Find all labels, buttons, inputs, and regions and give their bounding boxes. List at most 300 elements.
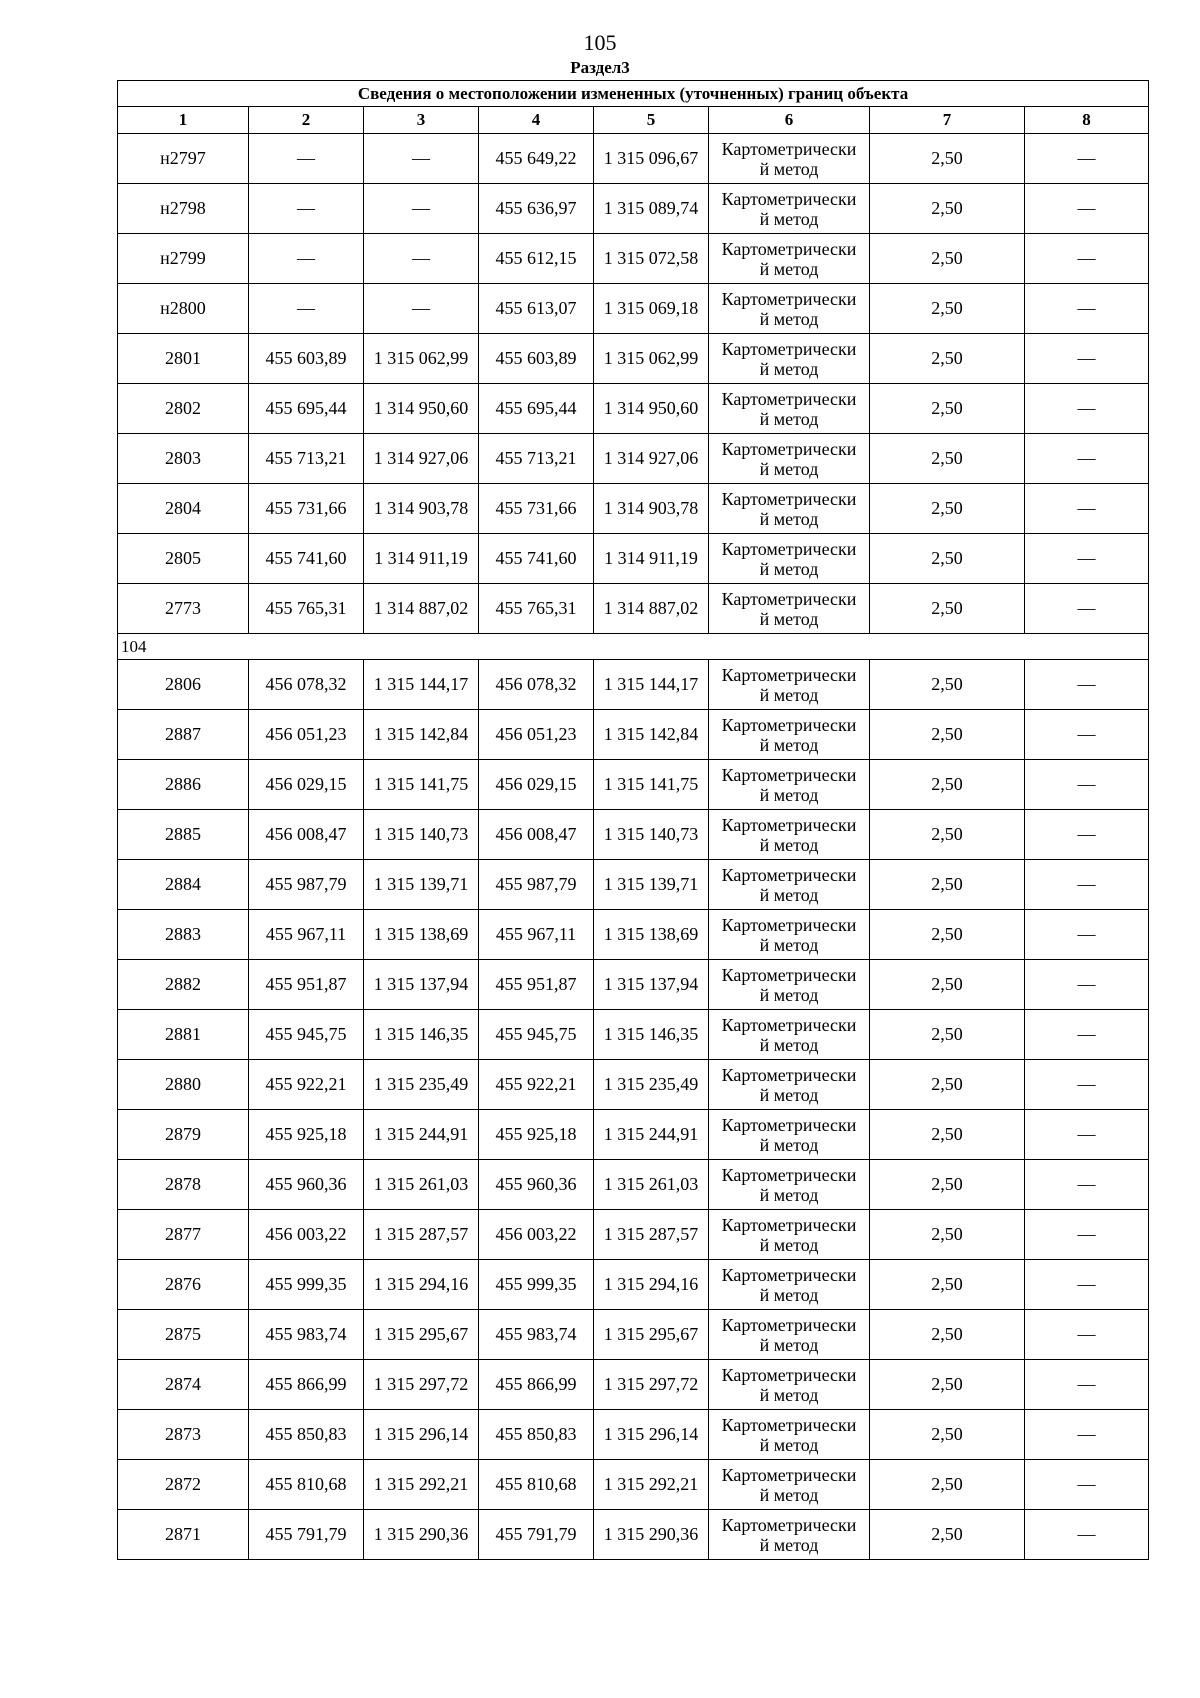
description-cell: — bbox=[1025, 910, 1149, 960]
old-x-cell: 455 925,18 bbox=[249, 1110, 364, 1160]
point-number-cell: 2805 bbox=[118, 534, 249, 584]
accuracy-cell: 2,50 bbox=[870, 1060, 1025, 1110]
table-separator-row bbox=[118, 634, 1149, 660]
new-x-cell: 455 810,68 bbox=[479, 1460, 594, 1510]
table-row bbox=[118, 660, 1149, 710]
method-line-2: й метод bbox=[759, 208, 819, 229]
method-line-1: Картометрически bbox=[721, 814, 857, 835]
accuracy-cell: 2,50 bbox=[870, 1510, 1025, 1560]
method-line-2: й метод bbox=[759, 1334, 819, 1355]
description-cell: — bbox=[1025, 760, 1149, 810]
method-cell bbox=[709, 1160, 870, 1210]
method-line-2: й метод bbox=[759, 834, 819, 855]
new-x-cell: 455 960,36 bbox=[479, 1160, 594, 1210]
description-cell: — bbox=[1025, 484, 1149, 534]
point-number-cell: 2872 bbox=[118, 1460, 249, 1510]
new-y-cell: 1 315 297,72 bbox=[594, 1360, 709, 1410]
new-y-cell: 1 314 903,78 bbox=[594, 484, 709, 534]
old-x-cell: 455 967,11 bbox=[249, 910, 364, 960]
new-x-cell: 455 999,35 bbox=[479, 1260, 594, 1310]
method-cell bbox=[709, 584, 870, 634]
point-number-cell: 2883 bbox=[118, 910, 249, 960]
accuracy-cell: 2,50 bbox=[870, 434, 1025, 484]
new-y-cell: 1 315 146,35 bbox=[594, 1010, 709, 1060]
method-cell bbox=[709, 484, 870, 534]
accuracy-cell: 2,50 bbox=[870, 584, 1025, 634]
column-header: 1 bbox=[118, 107, 249, 134]
accuracy-cell: 2,50 bbox=[870, 1210, 1025, 1260]
description-cell: — bbox=[1025, 1360, 1149, 1410]
method-line-2: й метод bbox=[759, 1534, 819, 1555]
new-x-cell: 455 951,87 bbox=[479, 960, 594, 1010]
table-row bbox=[118, 1260, 1149, 1310]
old-y-cell: 1 314 887,02 bbox=[364, 584, 479, 634]
method-cell bbox=[709, 910, 870, 960]
old-x-cell: — bbox=[249, 134, 364, 184]
new-y-cell: 1 315 140,73 bbox=[594, 810, 709, 860]
old-x-cell: 455 713,21 bbox=[249, 434, 364, 484]
new-y-cell: 1 315 235,49 bbox=[594, 1060, 709, 1110]
method-cell bbox=[709, 1510, 870, 1560]
method-line-1: Картометрически bbox=[721, 188, 857, 209]
old-x-cell: 455 866,99 bbox=[249, 1360, 364, 1410]
old-y-cell: 1 314 927,06 bbox=[364, 434, 479, 484]
point-number-cell: 2885 bbox=[118, 810, 249, 860]
new-x-cell: 455 603,89 bbox=[479, 334, 594, 384]
old-x-cell: 456 029,15 bbox=[249, 760, 364, 810]
description-cell: — bbox=[1025, 1510, 1149, 1560]
new-x-cell: 455 791,79 bbox=[479, 1510, 594, 1560]
new-y-cell: 1 314 927,06 bbox=[594, 434, 709, 484]
column-header: 7 bbox=[870, 107, 1025, 134]
method-cell bbox=[709, 960, 870, 1010]
accuracy-cell: 2,50 bbox=[870, 1110, 1025, 1160]
column-number-row bbox=[118, 107, 1149, 134]
accuracy-cell: 2,50 bbox=[870, 1260, 1025, 1310]
method-line-2: й метод bbox=[759, 408, 819, 429]
table-caption-row bbox=[118, 81, 1149, 107]
old-y-cell: — bbox=[364, 284, 479, 334]
old-y-cell: 1 314 903,78 bbox=[364, 484, 479, 534]
table-row bbox=[118, 334, 1149, 384]
point-number-cell: 2873 bbox=[118, 1410, 249, 1460]
new-x-cell: 455 850,83 bbox=[479, 1410, 594, 1460]
accuracy-cell: 2,50 bbox=[870, 484, 1025, 534]
description-cell: — bbox=[1025, 1210, 1149, 1260]
method-cell bbox=[709, 384, 870, 434]
point-number-cell: 2884 bbox=[118, 860, 249, 910]
method-line-1: Картометрически bbox=[721, 1264, 857, 1285]
new-x-cell: 455 649,22 bbox=[479, 134, 594, 184]
accuracy-cell: 2,50 bbox=[870, 1010, 1025, 1060]
old-y-cell: 1 314 911,19 bbox=[364, 534, 479, 584]
new-y-cell: 1 315 137,94 bbox=[594, 960, 709, 1010]
description-cell: — bbox=[1025, 534, 1149, 584]
method-line-2: й метод bbox=[759, 358, 819, 379]
method-line-2: й метод bbox=[759, 1234, 819, 1255]
method-cell bbox=[709, 1360, 870, 1410]
old-y-cell: 1 315 287,57 bbox=[364, 1210, 479, 1260]
old-x-cell: 455 960,36 bbox=[249, 1160, 364, 1210]
old-y-cell: 1 315 138,69 bbox=[364, 910, 479, 960]
table-row bbox=[118, 584, 1149, 634]
method-line-2: й метод bbox=[759, 884, 819, 905]
old-x-cell: — bbox=[249, 184, 364, 234]
description-cell: — bbox=[1025, 1160, 1149, 1210]
old-x-cell: 455 922,21 bbox=[249, 1060, 364, 1110]
method-line-1: Картометрически bbox=[721, 1314, 857, 1335]
column-header: 4 bbox=[479, 107, 594, 134]
new-x-cell: 455 741,60 bbox=[479, 534, 594, 584]
new-x-cell: 455 925,18 bbox=[479, 1110, 594, 1160]
column-header: 3 bbox=[364, 107, 479, 134]
point-number-cell: н2797 bbox=[118, 134, 249, 184]
method-cell bbox=[709, 760, 870, 810]
new-x-cell: 456 051,23 bbox=[479, 710, 594, 760]
new-x-cell: 456 003,22 bbox=[479, 1210, 594, 1260]
new-x-cell: 455 967,11 bbox=[479, 910, 594, 960]
old-y-cell: 1 315 261,03 bbox=[364, 1160, 479, 1210]
old-y-cell: 1 315 137,94 bbox=[364, 960, 479, 1010]
table-row bbox=[118, 960, 1149, 1010]
new-x-cell: 455 922,21 bbox=[479, 1060, 594, 1110]
description-cell: — bbox=[1025, 384, 1149, 434]
section-title: Раздел3 bbox=[570, 58, 630, 77]
point-number-cell: 2882 bbox=[118, 960, 249, 1010]
method-line-1: Картометрически bbox=[721, 388, 857, 409]
table-row bbox=[118, 234, 1149, 284]
old-y-cell: 1 315 295,67 bbox=[364, 1310, 479, 1360]
method-line-1: Картометрически bbox=[721, 714, 857, 735]
method-cell bbox=[709, 1310, 870, 1360]
description-cell: — bbox=[1025, 1110, 1149, 1160]
method-cell bbox=[709, 184, 870, 234]
table-row bbox=[118, 1310, 1149, 1360]
point-number-cell: 2879 bbox=[118, 1110, 249, 1160]
method-line-2: й метод bbox=[759, 258, 819, 279]
method-line-1: Картометрически bbox=[721, 1014, 857, 1035]
point-number-cell: 2887 bbox=[118, 710, 249, 760]
new-x-cell: 456 029,15 bbox=[479, 760, 594, 810]
table-caption: Сведения о местоположении измененных (уточненных) границ объекта bbox=[118, 81, 1149, 107]
column-header: 8 bbox=[1025, 107, 1149, 134]
old-y-cell: 1 315 146,35 bbox=[364, 1010, 479, 1060]
method-line-2: й метод bbox=[759, 558, 819, 579]
description-cell: — bbox=[1025, 234, 1149, 284]
method-line-1: Картометрически bbox=[721, 488, 857, 509]
table-row bbox=[118, 1510, 1149, 1560]
old-x-cell: 455 695,44 bbox=[249, 384, 364, 434]
old-y-cell: 1 314 950,60 bbox=[364, 384, 479, 434]
method-line-2: й метод bbox=[759, 934, 819, 955]
method-line-2: й метод bbox=[759, 1434, 819, 1455]
method-line-2: й метод bbox=[759, 1134, 819, 1155]
description-cell: — bbox=[1025, 810, 1149, 860]
new-y-cell: 1 314 911,19 bbox=[594, 534, 709, 584]
table-row bbox=[118, 1010, 1149, 1060]
method-line-2: й метод bbox=[759, 1184, 819, 1205]
old-y-cell: — bbox=[364, 234, 479, 284]
method-line-2: й метод bbox=[759, 508, 819, 529]
new-x-cell: 456 078,32 bbox=[479, 660, 594, 710]
new-x-cell: 455 731,66 bbox=[479, 484, 594, 534]
point-number-cell: 2875 bbox=[118, 1310, 249, 1360]
old-x-cell: 455 741,60 bbox=[249, 534, 364, 584]
old-y-cell: 1 315 139,71 bbox=[364, 860, 479, 910]
new-y-cell: 1 315 244,91 bbox=[594, 1110, 709, 1160]
point-number-cell: 2886 bbox=[118, 760, 249, 810]
new-y-cell: 1 315 290,36 bbox=[594, 1510, 709, 1560]
description-cell: — bbox=[1025, 1310, 1149, 1360]
method-line-2: й метод bbox=[759, 984, 819, 1005]
accuracy-cell: 2,50 bbox=[870, 1310, 1025, 1360]
old-y-cell: 1 315 292,21 bbox=[364, 1460, 479, 1510]
new-y-cell: 1 315 089,74 bbox=[594, 184, 709, 234]
point-number-cell: н2800 bbox=[118, 284, 249, 334]
method-line-1: Картометрически bbox=[721, 138, 857, 159]
description-cell: — bbox=[1025, 284, 1149, 334]
new-x-cell: 455 636,97 bbox=[479, 184, 594, 234]
new-y-cell: 1 315 069,18 bbox=[594, 284, 709, 334]
method-cell bbox=[709, 1110, 870, 1160]
old-x-cell: 455 765,31 bbox=[249, 584, 364, 634]
method-line-2: й метод bbox=[759, 608, 819, 629]
new-x-cell: 455 713,21 bbox=[479, 434, 594, 484]
page-number: 105 bbox=[583, 30, 617, 55]
new-y-cell: 1 315 261,03 bbox=[594, 1160, 709, 1210]
method-cell bbox=[709, 234, 870, 284]
method-line-1: Картометрически bbox=[721, 764, 857, 785]
method-line-2: й метод bbox=[759, 158, 819, 179]
old-y-cell: 1 315 144,17 bbox=[364, 660, 479, 710]
point-number-cell: 2874 bbox=[118, 1360, 249, 1410]
accuracy-cell: 2,50 bbox=[870, 660, 1025, 710]
column-header: 5 bbox=[594, 107, 709, 134]
new-y-cell: 1 315 287,57 bbox=[594, 1210, 709, 1260]
point-number-cell: 2881 bbox=[118, 1010, 249, 1060]
accuracy-cell: 2,50 bbox=[870, 1360, 1025, 1410]
table-row bbox=[118, 484, 1149, 534]
new-y-cell: 1 315 096,67 bbox=[594, 134, 709, 184]
new-y-cell: 1 315 062,99 bbox=[594, 334, 709, 384]
accuracy-cell: 2,50 bbox=[870, 1160, 1025, 1210]
old-x-cell: — bbox=[249, 284, 364, 334]
old-y-cell: — bbox=[364, 134, 479, 184]
old-y-cell: 1 315 290,36 bbox=[364, 1510, 479, 1560]
point-number-cell: 2802 bbox=[118, 384, 249, 434]
accuracy-cell: 2,50 bbox=[870, 710, 1025, 760]
description-cell: — bbox=[1025, 184, 1149, 234]
old-x-cell: 456 003,22 bbox=[249, 1210, 364, 1260]
table-row bbox=[118, 434, 1149, 484]
separator-label: 104 bbox=[118, 634, 1149, 660]
accuracy-cell: 2,50 bbox=[870, 284, 1025, 334]
old-y-cell: 1 315 141,75 bbox=[364, 760, 479, 810]
method-line-1: Картометрически bbox=[721, 1114, 857, 1135]
new-y-cell: 1 315 138,69 bbox=[594, 910, 709, 960]
method-line-1: Картометрически bbox=[721, 238, 857, 259]
description-cell: — bbox=[1025, 334, 1149, 384]
old-x-cell: 455 810,68 bbox=[249, 1460, 364, 1510]
old-x-cell: 455 999,35 bbox=[249, 1260, 364, 1310]
point-number-cell: 2801 bbox=[118, 334, 249, 384]
accuracy-cell: 2,50 bbox=[870, 384, 1025, 434]
new-y-cell: 1 315 142,84 bbox=[594, 710, 709, 760]
method-cell bbox=[709, 860, 870, 910]
point-number-cell: 2877 bbox=[118, 1210, 249, 1260]
old-x-cell: 456 051,23 bbox=[249, 710, 364, 760]
method-line-1: Картометрически bbox=[721, 588, 857, 609]
accuracy-cell: 2,50 bbox=[870, 760, 1025, 810]
description-cell: — bbox=[1025, 1010, 1149, 1060]
method-cell bbox=[709, 660, 870, 710]
method-cell bbox=[709, 1260, 870, 1310]
description-cell: — bbox=[1025, 1060, 1149, 1110]
table-row bbox=[118, 1060, 1149, 1110]
method-line-1: Картометрически bbox=[721, 914, 857, 935]
method-cell bbox=[709, 334, 870, 384]
new-x-cell: 455 983,74 bbox=[479, 1310, 594, 1360]
new-x-cell: 455 765,31 bbox=[479, 584, 594, 634]
new-y-cell: 1 315 141,75 bbox=[594, 760, 709, 810]
accuracy-cell: 2,50 bbox=[870, 1410, 1025, 1460]
new-x-cell: 456 008,47 bbox=[479, 810, 594, 860]
old-y-cell: 1 315 142,84 bbox=[364, 710, 479, 760]
table-row bbox=[118, 1110, 1149, 1160]
method-line-2: й метод bbox=[759, 308, 819, 329]
method-line-2: й метод bbox=[759, 1484, 819, 1505]
method-cell bbox=[709, 1060, 870, 1110]
old-x-cell: 455 850,83 bbox=[249, 1410, 364, 1460]
method-line-1: Картометрически bbox=[721, 1214, 857, 1235]
method-cell bbox=[709, 134, 870, 184]
point-number-cell: н2798 bbox=[118, 184, 249, 234]
new-y-cell: 1 315 294,16 bbox=[594, 1260, 709, 1310]
old-x-cell: 455 983,74 bbox=[249, 1310, 364, 1360]
method-cell bbox=[709, 1010, 870, 1060]
old-y-cell: 1 315 297,72 bbox=[364, 1360, 479, 1410]
method-line-2: й метод bbox=[759, 1384, 819, 1405]
method-line-2: й метод bbox=[759, 1034, 819, 1055]
method-line-1: Картометрически bbox=[721, 338, 857, 359]
new-x-cell: 455 987,79 bbox=[479, 860, 594, 910]
accuracy-cell: 2,50 bbox=[870, 960, 1025, 1010]
method-line-2: й метод bbox=[759, 458, 819, 479]
old-y-cell: 1 315 296,14 bbox=[364, 1410, 479, 1460]
old-x-cell: 456 078,32 bbox=[249, 660, 364, 710]
method-cell bbox=[709, 434, 870, 484]
accuracy-cell: 2,50 bbox=[870, 910, 1025, 960]
method-line-1: Картометрически bbox=[721, 964, 857, 985]
description-cell: — bbox=[1025, 960, 1149, 1010]
table-row bbox=[118, 910, 1149, 960]
table-row bbox=[118, 860, 1149, 910]
method-cell bbox=[709, 1460, 870, 1510]
description-cell: — bbox=[1025, 584, 1149, 634]
new-y-cell: 1 314 887,02 bbox=[594, 584, 709, 634]
old-y-cell: 1 315 294,16 bbox=[364, 1260, 479, 1310]
old-y-cell: — bbox=[364, 184, 479, 234]
new-x-cell: 455 695,44 bbox=[479, 384, 594, 434]
method-line-1: Картометрически bbox=[721, 664, 857, 685]
method-cell bbox=[709, 810, 870, 860]
table-row bbox=[118, 760, 1149, 810]
old-y-cell: 1 315 062,99 bbox=[364, 334, 479, 384]
table-row bbox=[118, 1460, 1149, 1510]
old-y-cell: 1 315 235,49 bbox=[364, 1060, 479, 1110]
accuracy-cell: 2,50 bbox=[870, 1460, 1025, 1510]
description-cell: — bbox=[1025, 1260, 1149, 1310]
accuracy-cell: 2,50 bbox=[870, 534, 1025, 584]
method-line-1: Картометрически bbox=[721, 1414, 857, 1435]
point-number-cell: 2803 bbox=[118, 434, 249, 484]
new-y-cell: 1 315 295,67 bbox=[594, 1310, 709, 1360]
table-row bbox=[118, 1410, 1149, 1460]
point-number-cell: н2799 bbox=[118, 234, 249, 284]
old-x-cell: 455 791,79 bbox=[249, 1510, 364, 1560]
table-row bbox=[118, 1160, 1149, 1210]
accuracy-cell: 2,50 bbox=[870, 184, 1025, 234]
table-row bbox=[118, 810, 1149, 860]
method-line-1: Картометрически bbox=[721, 438, 857, 459]
method-line-1: Картометрически bbox=[721, 864, 857, 885]
point-number-cell: 2880 bbox=[118, 1060, 249, 1110]
old-y-cell: 1 315 140,73 bbox=[364, 810, 479, 860]
description-cell: — bbox=[1025, 860, 1149, 910]
method-cell bbox=[709, 1410, 870, 1460]
point-number-cell: 2773 bbox=[118, 584, 249, 634]
new-y-cell: 1 315 296,14 bbox=[594, 1410, 709, 1460]
method-line-1: Картометрически bbox=[721, 1064, 857, 1085]
old-y-cell: 1 315 244,91 bbox=[364, 1110, 479, 1160]
description-cell: — bbox=[1025, 710, 1149, 760]
method-line-1: Картометрически bbox=[721, 1164, 857, 1185]
new-x-cell: 455 612,15 bbox=[479, 234, 594, 284]
old-x-cell: 456 008,47 bbox=[249, 810, 364, 860]
table-row bbox=[118, 184, 1149, 234]
old-x-cell: 455 951,87 bbox=[249, 960, 364, 1010]
method-cell bbox=[709, 710, 870, 760]
column-header: 2 bbox=[249, 107, 364, 134]
point-number-cell: 2878 bbox=[118, 1160, 249, 1210]
new-y-cell: 1 315 292,21 bbox=[594, 1460, 709, 1510]
old-x-cell: 455 603,89 bbox=[249, 334, 364, 384]
description-cell: — bbox=[1025, 660, 1149, 710]
table-row bbox=[118, 1360, 1149, 1410]
old-x-cell: 455 731,66 bbox=[249, 484, 364, 534]
new-y-cell: 1 315 139,71 bbox=[594, 860, 709, 910]
method-line-2: й метод bbox=[759, 1084, 819, 1105]
method-line-1: Картометрически bbox=[721, 538, 857, 559]
accuracy-cell: 2,50 bbox=[870, 134, 1025, 184]
description-cell: — bbox=[1025, 134, 1149, 184]
accuracy-cell: 2,50 bbox=[870, 810, 1025, 860]
old-x-cell: 455 987,79 bbox=[249, 860, 364, 910]
column-header: 6 bbox=[709, 107, 870, 134]
accuracy-cell: 2,50 bbox=[870, 860, 1025, 910]
new-x-cell: 455 613,07 bbox=[479, 284, 594, 334]
description-cell: — bbox=[1025, 1410, 1149, 1460]
point-number-cell: 2871 bbox=[118, 1510, 249, 1560]
old-x-cell: 455 945,75 bbox=[249, 1010, 364, 1060]
point-number-cell: 2804 bbox=[118, 484, 249, 534]
coordinates-table bbox=[117, 80, 1149, 1560]
table-row bbox=[118, 134, 1149, 184]
method-line-2: й метод bbox=[759, 734, 819, 755]
table-row bbox=[118, 1210, 1149, 1260]
new-y-cell: 1 314 950,60 bbox=[594, 384, 709, 434]
description-cell: — bbox=[1025, 1460, 1149, 1510]
